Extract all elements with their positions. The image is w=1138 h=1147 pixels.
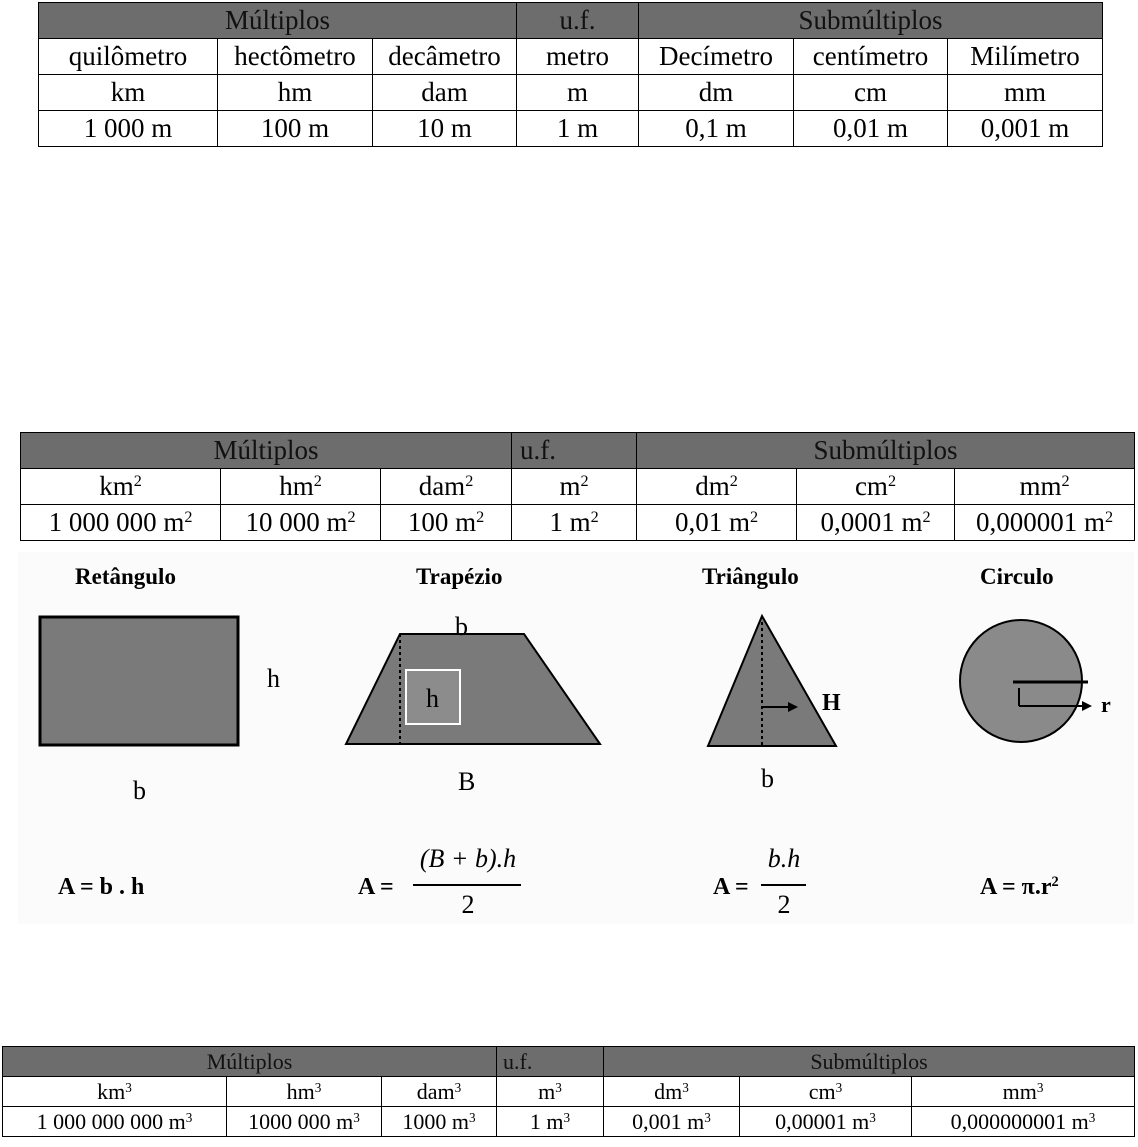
- cell-name: quilômetro: [39, 39, 218, 75]
- trapezoid-large-base-label: B: [458, 767, 476, 796]
- cell-symbol: $km^2$: [21, 469, 221, 505]
- triangle-title: Triângulo: [702, 564, 799, 589]
- header-unit: u.f.: [512, 433, 637, 469]
- cell-symbol: dam$^2$: [381, 469, 512, 505]
- cell-value: 0,01 $m^2$: [637, 505, 797, 541]
- cell-symbol: $cm^3$: [740, 1077, 912, 1107]
- triangle-shape: [706, 614, 838, 748]
- rectangle-title: Retângulo: [75, 564, 176, 589]
- circle-shape: [958, 618, 1098, 744]
- area-formulas-panel: [18, 552, 1134, 924]
- cell-value: 1 m: [517, 111, 639, 147]
- cell-value: 0,01 m: [794, 111, 948, 147]
- cell-symbol: hm: [218, 75, 373, 111]
- circle-radius-label: r: [1101, 692, 1111, 717]
- cell-value: 100 $m^2$: [381, 505, 512, 541]
- cell-symbol: $m^3$: [497, 1077, 604, 1107]
- cell-name: centímetro: [794, 39, 948, 75]
- cell-value: 0,000001 $m^2$: [955, 505, 1135, 541]
- cell-symbol: $hm^3$: [227, 1077, 382, 1107]
- circle-title: Circulo: [980, 564, 1054, 589]
- cell-name: metro: [517, 39, 639, 75]
- cell-name: Milímetro: [948, 39, 1103, 75]
- header-multiples: Múltiplos: [21, 433, 512, 469]
- table-row-values: [39, 111, 1103, 147]
- table-header-row: [39, 3, 1103, 39]
- cell-symbol: m: [517, 75, 639, 111]
- cell-value: 10 000 $m^2$: [221, 505, 381, 541]
- header-multiples: Múltiplos: [39, 3, 517, 39]
- triangle-fraction-bar: [761, 884, 806, 886]
- header-submultiples: Submúltiplos: [604, 1047, 1135, 1077]
- cell-symbol: $dm^3$: [604, 1077, 740, 1107]
- cell-symbol: $mm^3$: [912, 1077, 1135, 1107]
- cell-symbol: $m^2$: [512, 469, 637, 505]
- cell-symbol: km: [39, 75, 218, 111]
- trapezoid-formula-denominator: 2: [461, 890, 475, 919]
- cell-name: Decímetro: [639, 39, 794, 75]
- header-submultiples: Submúltiplos: [639, 3, 1103, 39]
- header-unit: u.f.: [497, 1047, 604, 1077]
- table-row-values: [3, 1107, 1135, 1137]
- trapezoid-title: Trapézio: [416, 564, 503, 589]
- volume-units-table: [2, 1046, 1135, 1137]
- cell-value: 0,00001 $m^3$: [740, 1107, 912, 1137]
- cell-symbol: $hm^2$: [221, 469, 381, 505]
- rectangle-formula: A = b . h: [58, 874, 145, 900]
- trapezoid-fraction-bar: [413, 884, 521, 886]
- table-row-symbols: [21, 469, 1135, 505]
- cell-value: 1 000 000 000 $m^3$: [3, 1107, 227, 1137]
- header-unit: u.f.: [517, 3, 639, 39]
- cell-symbol: cm: [794, 75, 948, 111]
- length-units-table: [38, 2, 1103, 147]
- table-row-values: [21, 505, 1135, 541]
- cell-value: 1 $m^2$: [512, 505, 637, 541]
- cell-symbol: $km^3$: [3, 1077, 227, 1107]
- trapezoid-formula-prefix: A =: [358, 874, 394, 900]
- cell-value: 1 000 m: [39, 111, 218, 147]
- table-header-row: [3, 1047, 1135, 1077]
- header-multiples: Múltiplos: [3, 1047, 497, 1077]
- triangle-formula-denominator: 2: [777, 890, 791, 919]
- table-row-symbols: [39, 75, 1103, 111]
- cell-value: 1 000 000 $m^2$: [21, 505, 221, 541]
- cell-symbol: $dm^2$: [637, 469, 797, 505]
- cell-value: 0,001 $m^3$: [604, 1107, 740, 1137]
- table-row-symbols: [3, 1077, 1135, 1107]
- trapezoid-shape: [344, 632, 602, 746]
- table-header-row: [21, 433, 1135, 469]
- triangle-height-label: H: [822, 690, 841, 716]
- cell-value: 10 m: [373, 111, 517, 147]
- cell-symbol: dam: [373, 75, 517, 111]
- cell-value: 100 m: [218, 111, 373, 147]
- cell-value: 1000 000 $m^3$: [227, 1107, 382, 1137]
- cell-value: 1000 $m^3$: [382, 1107, 497, 1137]
- cell-value: 0,000000001 $m^3$: [912, 1107, 1135, 1137]
- cell-name: decâmetro: [373, 39, 517, 75]
- trapezoid-height-label: h: [426, 684, 439, 713]
- triangle-formula-numerator: b.h: [767, 844, 801, 873]
- cell-symbol: $mm^2$: [955, 469, 1135, 505]
- rectangle-base-label: b: [133, 776, 146, 805]
- cell-symbol: $cm^2$: [797, 469, 955, 505]
- triangle-base-label: b: [761, 764, 774, 793]
- cell-symbol: dm: [639, 75, 794, 111]
- header-submultiples: Submúltiplos: [637, 433, 1135, 469]
- cell-value: 1 $m^3$: [497, 1107, 604, 1137]
- cell-name: hectômetro: [218, 39, 373, 75]
- rectangle-height-label: h: [267, 664, 280, 693]
- cell-value: 0,001 m: [948, 111, 1103, 147]
- area-units-table: [20, 432, 1135, 541]
- cell-value: 0,0001 $m^2$: [797, 505, 955, 541]
- cell-value: 0,1 m: [639, 111, 794, 147]
- trapezoid-small-base-label: b: [455, 612, 468, 641]
- circle-formula: $A = \pi.r^2$: [980, 874, 1059, 900]
- table-row-names: [39, 39, 1103, 75]
- cell-symbol: dam$^3$: [382, 1077, 497, 1107]
- rectangle-shape: [38, 615, 242, 747]
- cell-symbol: mm: [948, 75, 1103, 111]
- trapezoid-formula-numerator: (B + b).h: [419, 844, 517, 873]
- triangle-formula-prefix: A =: [713, 874, 749, 900]
